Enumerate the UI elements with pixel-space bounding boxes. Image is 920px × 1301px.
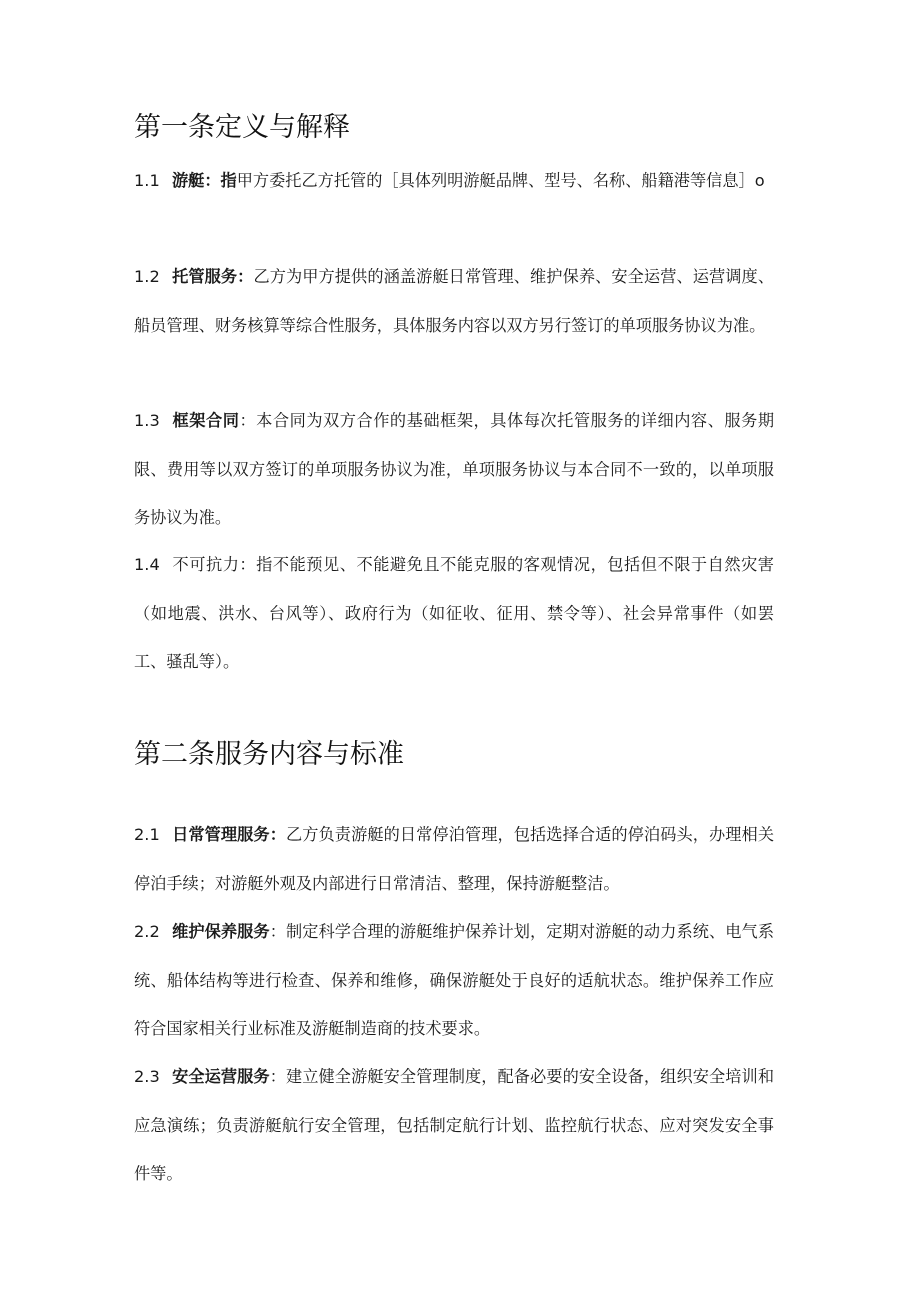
clause-number: 1.2 — [134, 267, 160, 286]
clause-1-2 — [134, 253, 774, 350]
clause-1-3 — [134, 397, 774, 543]
clause-number: 2.3 — [134, 1067, 160, 1086]
clause-text: 乙方为甲方提供的涵盖游艇日常管理、维护保养、安全运营、运营调度、船员管理、财务核算等综合性服务，具体服务内容以双方另行签订的单项服务协议为准。 — [134, 267, 775, 335]
clause-number: 1.1 — [134, 171, 160, 190]
clause-term: 日常管理服务： — [172, 825, 286, 844]
clause-term: 游艇：指 — [172, 171, 237, 190]
clause-term: 安全运营服务 — [172, 1067, 270, 1086]
clause-number: 1.3 — [134, 411, 160, 430]
section-2-title: 第二条服务内容与标准 — [134, 739, 404, 770]
clause-term: 框架合同 — [172, 411, 240, 430]
clause-text: ：本合同为双方合作的基础框架，具体每次托管服务的详细内容、服务期限、费用等以双方签订的单项服务协议为准，单项服务协议与本合同不一致的，以单项服务协议为准。 — [134, 411, 775, 527]
clause-text: ：建立健全游艇安全管理制度，配备必要的安全设备，组织安全培训和应急演练；负责游艇航行安全管理，包括制定航行计划、监控航行状态、应对突发安全事件等。 — [134, 1067, 775, 1183]
clause-2-3 — [134, 1053, 774, 1199]
clause-number: 2.1 — [134, 825, 160, 844]
clause-1-4 — [134, 541, 774, 687]
section-1-title: 第一条定义与解释 — [134, 112, 350, 143]
clause-text: 乙方负责游艇的日常停泊管理，包括选择合适的停泊码头，办理相关停泊手续；对游艇外观及内部进行日常清洁、整理，保持游艇整洁。 — [134, 825, 775, 893]
clause-text: 不可抗力：指不能预见、不能避免且不能克服的客观情况，包括但不限于自然灾害（如地震、洪水、台风等）、政府行为（如征收、征用、禁令等）、社会异常事件（如罢工、骚乱等）。 — [134, 555, 774, 671]
clause-text: ：制定科学合理的游艇维护保养计划，定期对游艇的动力系统、电气系统、船体结构等进行检查、保养和维修，确保游艇处于良好的适航状态。维护保养工作应符合国家相关行业标准及游艇制造商的技术要求。 — [134, 922, 775, 1038]
clause-text: 甲方委托乙方托管的［具体列明游艇品牌、型号、名称、船籍港等信息］o — [236, 171, 765, 190]
clause-term: 维护保养服务 — [172, 922, 270, 941]
clause-1-1 — [134, 157, 774, 206]
clause-number: 2.2 — [134, 922, 160, 941]
clause-term: 托管服务： — [172, 267, 254, 286]
clause-2-1 — [134, 811, 774, 908]
clause-number: 1.4 — [134, 555, 160, 574]
clause-2-2 — [134, 908, 774, 1054]
